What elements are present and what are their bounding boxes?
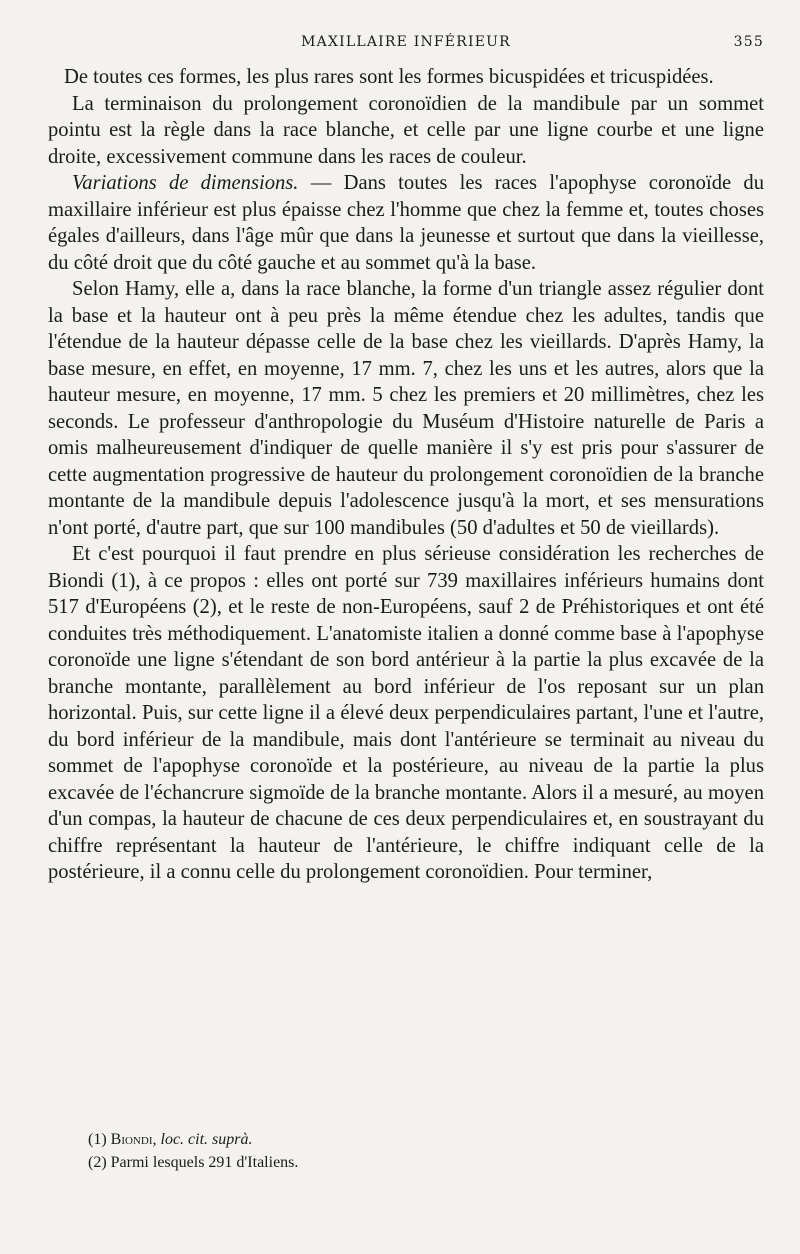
footnote: [88, 1128, 688, 1151]
footnotes: [88, 1128, 688, 1174]
paragraph: Et c'est pourquoi il faut prendre en plus sérieuse considération les recherches de Biondi (1), à ce propos : elles ont porté sur 739 maxillaires inférieurs humains dont 517 d'Européens (2), et le reste de non-Européens, sauf 2 de Préhistoriques et ont été conduites très méthodiquement. L'anatomiste italien a donné comme base à l'apophyse coronoïde une ligne s'étendant de son bord antérieur à la partie la plus excavée de la branche montante, parallèlement au bord inférieur de l'os reposant sur un plan horizontal. Puis, sur cette ligne il a élevé deux perpendiculaires partant, l'une et l'autre, du bord inférieur de la mandibule, mais dont l'antérieure se terminait au niveau du sommet de l'apophyse coronoïde et la postérieure, au niveau de la partie la plus excavée de l'échancrure sigmoïde de la branche montante. Alors il a mesuré, au moyen d'un compas, la hauteur de chacune de ces deux perpendiculaires et, en soustrayant du chiffre représentant la hauteur de l'antérieure, le chiffre indiquant celle de la postérieure, il a connu celle du prolongement coronoïdien. Pour terminer,: [48, 543, 764, 883]
footnote-mark: (1): [88, 1131, 107, 1148]
running-title: MAXILLAIRE INFÉRIEUR: [301, 34, 511, 50]
paragraph: La terminaison du prolongement coronoïdien de la mandibule par un sommet pointu est la règle dans la race blanche, et celle par une ligne courbe et une ligne droite, excessivement commune dans les races de couleur.: [48, 92, 764, 168]
footnote-author: Biondi: [110, 1131, 153, 1148]
page-number: 355: [733, 34, 764, 50]
body-text: [48, 64, 764, 886]
paragraph-text: — Dans toutes les races l'apophyse coronoïde du maxillaire inférieur est plus épaisse chez l'homme que chez la femme et, toutes choses égales d'ailleurs, dans l'âge mûr que dans la jeunesse et surtout que dans la vieillesse, du côté droit que du côté gauche et au sommet qu'à la base.: [48, 172, 764, 274]
footnote: (2) Parmi lesquels 291 d'Italiens.: [88, 1154, 299, 1171]
footnote-ref: , loc. cit. suprà.: [152, 1131, 253, 1148]
paragraph: De toutes ces formes, les plus rares sont les formes bicuspidées et tricuspidées.: [64, 66, 714, 88]
paragraph: [48, 170, 764, 276]
page-header: [48, 34, 764, 54]
paragraph: Selon Hamy, elle a, dans la race blanche, la forme d'un triangle assez régulier dont la base et la hauteur ont à peu près la même étendue chez les adultes, tandis que l'étendue de la hauteur dépasse celle de la base chez les vieillards. D'après Hamy, la base mesure, en effet, en moyenne, 17 mm. 7, chez les uns et les autres, alors que la hauteur mesure, en moyenne, 17 mm. 5 chez les premiers et 20 millimètres, chez les seconds. Le professeur d'anthropologie du Muséum d'Histoire naturelle de Paris a omis malheureusement d'indiquer de quelle manière il s'y est pris pour s'assurer de cette augmentation progressive de hauteur du prolongement coronoïdien de la branche montante de la mandibule depuis l'adolescence jusqu'à la mort, et ses mensurations n'ont porté, d'autre part, que sur 100 mandibules (50 d'adultes et 50 de vieillards).: [48, 278, 764, 539]
section-heading: Variations de dimensions.: [72, 172, 299, 194]
